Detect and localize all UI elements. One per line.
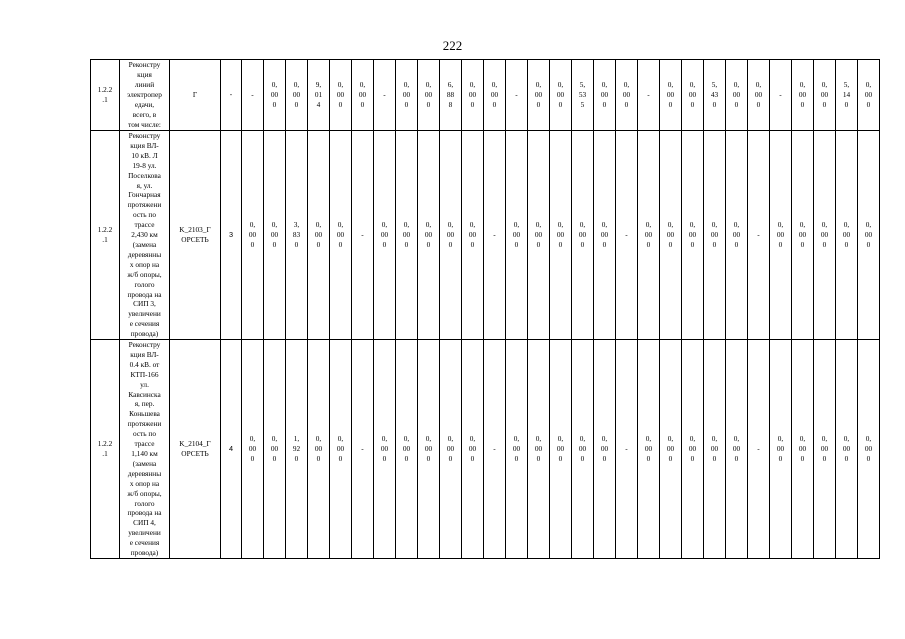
value-cell: 0, 00 0 <box>682 131 704 340</box>
value-cell: 0, 00 0 <box>462 340 484 559</box>
value-cell: 0, 00 0 <box>550 60 572 131</box>
project-type-cell: - <box>221 60 242 131</box>
value-cell: 0, 00 0 <box>264 340 286 559</box>
project-code-cell: 1.2.2 .1 <box>91 131 120 340</box>
dash-cell: - <box>484 131 506 340</box>
value-cell: 0, 00 0 <box>440 340 462 559</box>
value-cell: 0, 00 0 <box>726 131 748 340</box>
dash-cell: - <box>748 131 770 340</box>
page-number: 222 <box>442 38 463 53</box>
table-row <box>91 340 880 559</box>
value-cell: 0, 00 0 <box>572 131 594 340</box>
dash-cell: - <box>484 340 506 559</box>
value-cell: 0, 00 0 <box>858 340 880 559</box>
project-type-cell: 3 <box>221 131 242 340</box>
value-cell: 0, 00 0 <box>264 60 286 131</box>
dash-cell: - <box>770 60 792 131</box>
value-cell: 0, 00 0 <box>374 340 396 559</box>
dash-cell: - <box>352 131 374 340</box>
value-cell: 0, 00 0 <box>308 340 330 559</box>
value-cell: 0, 00 0 <box>418 131 440 340</box>
value-cell: 0, 00 0 <box>242 131 264 340</box>
dash-cell: - <box>506 60 528 131</box>
dash-cell: - <box>616 340 638 559</box>
value-cell: 0, 00 0 <box>484 60 506 131</box>
project-id-cell: K_2103_Г ОРСЕТЬ <box>170 131 221 340</box>
value-cell: 9, 01 4 <box>308 60 330 131</box>
value-cell: 0, 00 0 <box>814 340 836 559</box>
value-cell: 0, 00 0 <box>726 60 748 131</box>
value-cell: 5, 53 5 <box>572 60 594 131</box>
value-cell: 0, 00 0 <box>396 131 418 340</box>
value-cell: 0, 00 0 <box>396 60 418 131</box>
value-cell: 0, 00 0 <box>528 131 550 340</box>
value-cell: 0, 00 0 <box>352 60 374 131</box>
value-cell: 0, 00 0 <box>726 340 748 559</box>
project-code-cell: 1.2.2 .1 <box>91 60 120 131</box>
value-cell: 0, 00 0 <box>704 131 726 340</box>
value-cell: 0, 00 0 <box>792 340 814 559</box>
value-cell: 0, 00 0 <box>792 131 814 340</box>
value-cell: 0, 00 0 <box>770 131 792 340</box>
value-cell: 0, 00 0 <box>748 60 770 131</box>
value-cell: 5, 14 0 <box>836 60 858 131</box>
table-row <box>91 60 880 131</box>
value-cell: 0, 00 0 <box>594 131 616 340</box>
value-cell: 0, 00 0 <box>814 60 836 131</box>
project-name-cell: Реконстру кция ВЛ- 10 кВ. Л 19-8 ул. Поселкова я, ул. Гончарная протяжени ость по трассе 2,430 км (замена деревянны х опор на ж/б опоры, голого провода на СИП 3, увеличени е сечения провода) <box>120 131 170 340</box>
value-cell: 0, 00 0 <box>814 131 836 340</box>
value-cell: 0, 00 0 <box>528 340 550 559</box>
value-cell: 0, 00 0 <box>660 131 682 340</box>
dash-cell: - <box>242 60 264 131</box>
value-cell: 0, 00 0 <box>528 60 550 131</box>
value-cell: 0, 00 0 <box>462 60 484 131</box>
value-cell: 0, 00 0 <box>572 340 594 559</box>
value-cell: 0, 00 0 <box>550 340 572 559</box>
dash-cell: - <box>748 340 770 559</box>
value-cell: 5, 43 0 <box>704 60 726 131</box>
project-id-cell: K_2104_Г ОРСЕТЬ <box>170 340 221 559</box>
project-name-cell: Реконстру кция ВЛ- 0.4 кВ. от КТП-166 ул. Кавсинска я, пер. Коньшева протяжени ость по трассе 1,140 км (замена деревянны х опор на ж/б опоры, голого провода на СИП 4, увеличени е сечения провода) <box>120 340 170 559</box>
investment-table <box>90 59 880 559</box>
project-code-cell: 1.2.2 .1 <box>91 340 120 559</box>
table-body <box>91 60 880 559</box>
table-row <box>91 131 880 340</box>
project-type-cell: 4 <box>221 340 242 559</box>
dash-cell: - <box>616 131 638 340</box>
value-cell: 0, 00 0 <box>638 340 660 559</box>
value-cell: 0, 00 0 <box>638 131 660 340</box>
value-cell: 6, 88 8 <box>440 60 462 131</box>
value-cell: 0, 00 0 <box>550 131 572 340</box>
value-cell: 0, 00 0 <box>462 131 484 340</box>
value-cell: 0, 00 0 <box>594 60 616 131</box>
dash-cell: - <box>352 340 374 559</box>
project-name-cell: Реконстру кция линий электропер едачи, всего, в том числе: <box>120 60 170 131</box>
dash-cell: - <box>638 60 660 131</box>
value-cell: 0, 00 0 <box>770 340 792 559</box>
value-cell: 0, 00 0 <box>506 340 528 559</box>
value-cell: 0, 00 0 <box>330 60 352 131</box>
value-cell: 0, 00 0 <box>264 131 286 340</box>
value-cell: 0, 00 0 <box>682 340 704 559</box>
value-cell: 0, 00 0 <box>704 340 726 559</box>
value-cell: 0, 00 0 <box>792 60 814 131</box>
value-cell: 0, 00 0 <box>242 340 264 559</box>
value-cell: 0, 00 0 <box>594 340 616 559</box>
value-cell: 0, 00 0 <box>660 340 682 559</box>
value-cell: 0, 00 0 <box>506 131 528 340</box>
value-cell: 0, 00 0 <box>330 340 352 559</box>
value-cell: 0, 00 0 <box>330 131 352 340</box>
value-cell: 0, 00 0 <box>440 131 462 340</box>
value-cell: 0, 00 0 <box>858 60 880 131</box>
value-cell: 1, 92 0 <box>286 340 308 559</box>
value-cell: 0, 00 0 <box>836 131 858 340</box>
value-cell: 0, 00 0 <box>286 60 308 131</box>
value-cell: 0, 00 0 <box>616 60 638 131</box>
value-cell: 0, 00 0 <box>836 340 858 559</box>
value-cell: 0, 00 0 <box>418 60 440 131</box>
value-cell: 0, 00 0 <box>418 340 440 559</box>
value-cell: 0, 00 0 <box>374 131 396 340</box>
value-cell: 0, 00 0 <box>660 60 682 131</box>
value-cell: 3, 83 0 <box>286 131 308 340</box>
value-cell: 0, 00 0 <box>682 60 704 131</box>
value-cell: 0, 00 0 <box>308 131 330 340</box>
dash-cell: - <box>374 60 396 131</box>
project-id-cell: Г <box>170 60 221 131</box>
value-cell: 0, 00 0 <box>858 131 880 340</box>
value-cell: 0, 00 0 <box>396 340 418 559</box>
